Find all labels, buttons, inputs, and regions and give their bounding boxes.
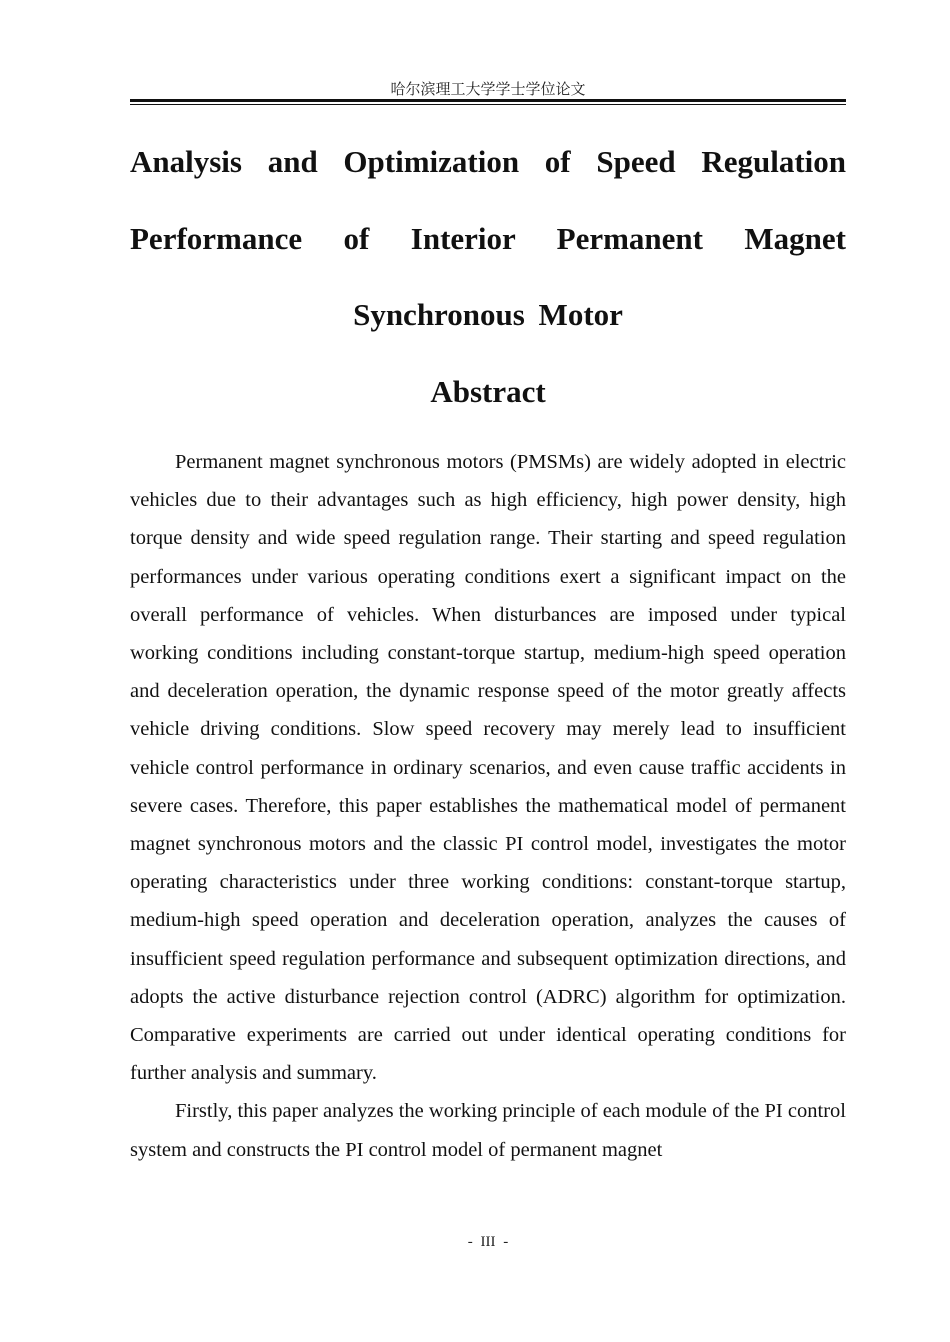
- abstract-paragraph-1: Permanent magnet synchronous motors (PMSMs) are widely adopted in electric vehicles due to their advantages such as high efficiency, high power density, high torque density and wide speed regulation range. Their starting and speed regulation performances under various operating conditions exert a significant impact on the overall performance of vehicles. When disturbances are imposed under typical working conditions including constant-torque startup, medium-high speed operation and deceleration operation, the dynamic response speed of the motor greatly affects vehicle driving conditions. Slow speed recovery may merely lead to insufficient vehicle control performance in ordinary scenarios, and even cause traffic accidents in severe cases. Therefore, this paper establishes the mathematical model of permanent magnet synchronous motors and the classic PI control model, investigates the motor operating characteristics under three working conditions: constant-torque startup, medium-high speed operation and deceleration operation, analyzes the causes of insufficient speed regulation performance and subsequent optimization directions, and adopts the active disturbance rejection control (ADRC) algorithm for optimization. Comparative experiments are carried out under identical operating conditions for further analysis and summary.: [130, 451, 846, 1085]
- page-number: - III -: [467, 1234, 509, 1250]
- abstract-heading: Abstract: [430, 374, 546, 409]
- running-header: 哈尔滨理工大学学士学位论文: [390, 80, 586, 98]
- document-title: Analysis and Optimization of Speed Regulation Performance of Interior Permanent Magnet Synchronous Motor: [130, 144, 846, 332]
- header-rule-thin: [130, 104, 846, 105]
- header-rule-thick: [130, 99, 846, 102]
- abstract-paragraph-2: Firstly, this paper analyzes the working principle of each module of the PI control system and constructs the PI control model of permanent magnet: [130, 1100, 846, 1161]
- abstract-body: [130, 443, 846, 1169]
